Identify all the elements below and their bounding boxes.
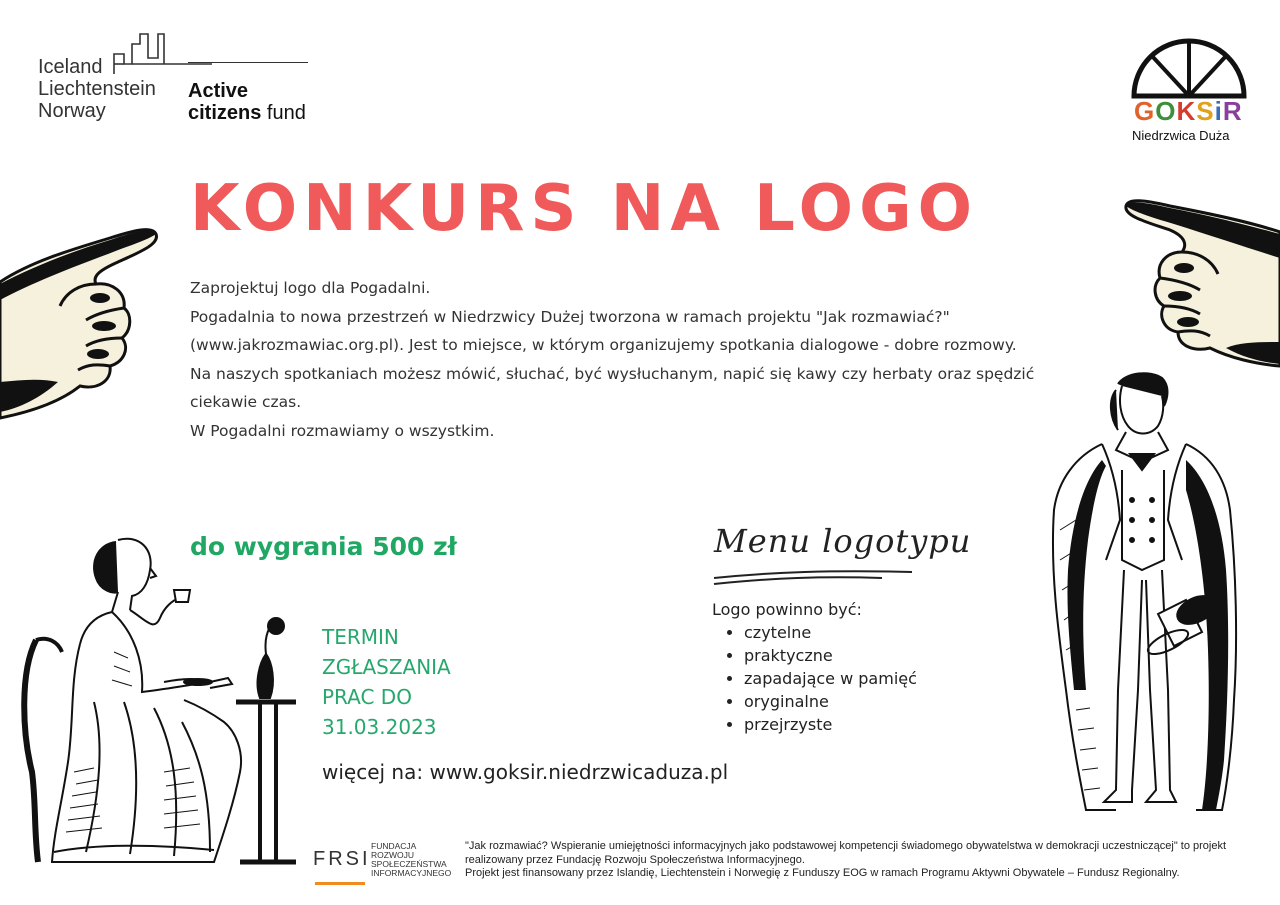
goksir-letter: G xyxy=(1134,96,1156,126)
description-line: Pogadalnia to nowa przestrzeń w Niedrzwicy Dużej tworzona w ramach projektu "Jak rozmawiać?" xyxy=(190,307,950,326)
frsi-mark: FRSI xyxy=(313,848,371,870)
prize-text: do wygrania 500 zł xyxy=(190,532,457,561)
country-name: Liechtenstein xyxy=(38,78,156,100)
deadline-date: 31.03.2023 xyxy=(322,715,437,739)
footer-text xyxy=(465,840,1270,881)
frsi-name-line: ROZWOJU xyxy=(371,850,414,860)
goksir-place: Niedrzwica Duża xyxy=(1132,128,1230,143)
deadline-line: PRAC DO xyxy=(322,685,412,709)
list-item: • przejrzyste xyxy=(744,713,917,736)
goksir-letter: K xyxy=(1176,96,1197,126)
fund-name xyxy=(188,80,306,124)
woman-drinking-tea-illustration xyxy=(14,532,296,884)
frsi-logo xyxy=(313,842,463,892)
list-item: • czytelne xyxy=(744,621,917,644)
goksir-letters xyxy=(1134,96,1243,126)
fund-word-citizens: citizens xyxy=(188,102,262,124)
menu-title: Menu logotypu xyxy=(714,522,972,560)
frsi-name-line: FUNDACJA xyxy=(371,841,417,851)
fund-word-fund: fund xyxy=(261,102,306,124)
goksir-letter: O xyxy=(1155,96,1177,126)
frsi-accent-bar xyxy=(315,882,365,885)
deadline-line: TERMIN xyxy=(322,625,399,649)
country-name: Iceland xyxy=(38,56,103,78)
underline-swash xyxy=(712,566,962,588)
goksir-letter: S xyxy=(1196,96,1215,126)
logo-rule xyxy=(188,62,308,63)
description-line: Zaprojektuj logo dla Pogadalni. xyxy=(190,279,431,297)
deadline-line: ZGŁASZANIA xyxy=(322,655,451,679)
goksir-letter: R xyxy=(1222,96,1243,126)
pointing-hand-right-illustration xyxy=(1122,192,1280,368)
country-name: Norway xyxy=(38,100,106,122)
footer-line: Projekt jest finansowany przez Islandię, Liechtenstein i Norwegię z Funduszy EOG w ramach Programu Aktywni Obywatele – Fundusz Regionalny. xyxy=(465,867,1180,879)
requirements-list xyxy=(712,621,917,736)
gentleman-in-coat-illustration xyxy=(1046,370,1242,816)
arched-window-icon xyxy=(1128,38,1250,100)
fund-word-active: Active xyxy=(188,80,249,102)
footer-line: "Jak rozmawiać? Wspieranie umiejętności informacyjnych jako podstawowej kompetencji świadomego obywatelstwa w demokracji uczestniczącej" to projekt realizowany przez Fundację Rozwoju Społeczeństwa Informacyjnego. xyxy=(465,840,1227,866)
description-line: W Pogadalni rozmawiamy o wszystkim. xyxy=(190,421,495,440)
goksir-logo xyxy=(1128,38,1250,150)
frsi-full-name xyxy=(371,842,451,878)
list-item: • oryginalne xyxy=(744,690,917,713)
list-item: • zapadające w pamięć xyxy=(744,667,917,690)
frsi-name-line: SPOŁECZEŃSTWA xyxy=(371,859,447,869)
menu-heading xyxy=(712,518,972,588)
description-line: Na naszych spotkaniach możesz mówić, słuchać, być wysłuchanym, napić się kawy czy herbaty oraz spędzić xyxy=(190,364,1035,383)
goksir-wordmark xyxy=(1134,96,1243,127)
frsi-name-line: INFORMACYJNEGO xyxy=(371,868,452,878)
donor-countries xyxy=(38,56,156,122)
requirements-heading: Logo powinno być: xyxy=(712,600,862,619)
requirements xyxy=(712,600,917,736)
description-line: ciekawie czas. xyxy=(190,393,302,411)
description-line: (www.jakrozmawiac.org.pl). Jest to miejsce, w którym organizujemy spotkania dialogowe - dobre rozmowy. xyxy=(190,336,1017,354)
more-info-link: więcej na: www.goksir.niedrzwicaduza.pl xyxy=(322,760,729,784)
goksir-letter: i xyxy=(1214,96,1223,126)
active-citizens-fund-logo xyxy=(38,30,318,130)
deadline xyxy=(322,622,451,742)
pointing-hand-left-illustration xyxy=(0,222,162,428)
list-item: • praktyczne xyxy=(744,644,917,667)
description xyxy=(190,274,1070,445)
page-title: KONKURS NA LOGO xyxy=(190,172,978,246)
